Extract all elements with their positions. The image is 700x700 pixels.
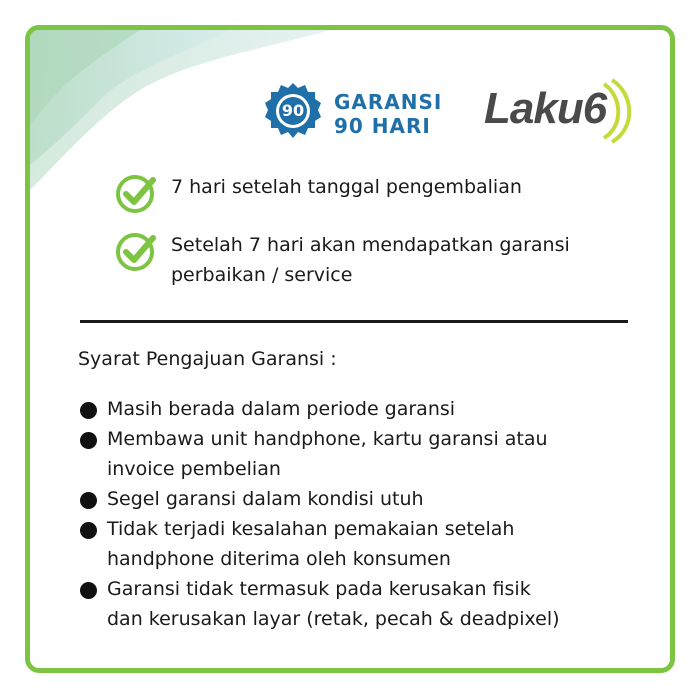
benefit-text: perbaikan / service [171, 264, 353, 286]
brand-logo: Laku6 [484, 84, 607, 133]
requirement-text: Tidak terjadi kesalahan pemakaian setelah [107, 518, 515, 540]
divider [80, 320, 628, 323]
requirement-text: Segel garansi dalam kondisi utuh [107, 488, 424, 510]
bullet-icon [80, 432, 97, 449]
requirement-text: Masih berada dalam periode garansi [107, 398, 456, 420]
warranty-label-line2: 90 HARI [334, 114, 431, 138]
warranty-label [334, 90, 442, 138]
benefit-text: Setelah 7 hari akan mendapatkan garansi [171, 234, 570, 256]
badge-number: 90 [281, 101, 305, 120]
requirements-title: Syarat Pengajuan Garansi : [78, 348, 337, 370]
requirement-text: Membawa unit handphone, kartu garansi atau [107, 428, 548, 450]
requirement-item [80, 394, 560, 424]
requirement-item [80, 514, 560, 574]
requirement-item [80, 484, 560, 514]
requirement-text: invoice pembelian [107, 458, 281, 480]
benefit-item [115, 230, 570, 290]
benefit-item [115, 172, 522, 216]
requirement-item [80, 424, 560, 484]
warranty-badge [264, 82, 322, 140]
requirement-text: handphone diterima oleh konsumen [107, 548, 451, 570]
requirement-text: dan kerusakan layar (retak, pecah & deadpixel) [107, 608, 560, 630]
check-circle-icon [115, 172, 159, 216]
warranty-card [25, 25, 675, 673]
warranty-label-line1: GARANSI [334, 90, 443, 114]
bullet-icon [80, 522, 97, 539]
check-circle-icon [115, 230, 159, 274]
bullet-icon [80, 582, 97, 599]
requirement-text: Garansi tidak termasuk pada kerusakan fisik [107, 578, 531, 600]
bullet-icon [80, 492, 97, 509]
brand-signal-icon [598, 76, 638, 146]
benefit-text: 7 hari setelah tanggal pengembalian [171, 176, 522, 198]
requirements-list [80, 394, 560, 634]
requirement-item [80, 574, 560, 634]
bullet-icon [80, 402, 97, 419]
